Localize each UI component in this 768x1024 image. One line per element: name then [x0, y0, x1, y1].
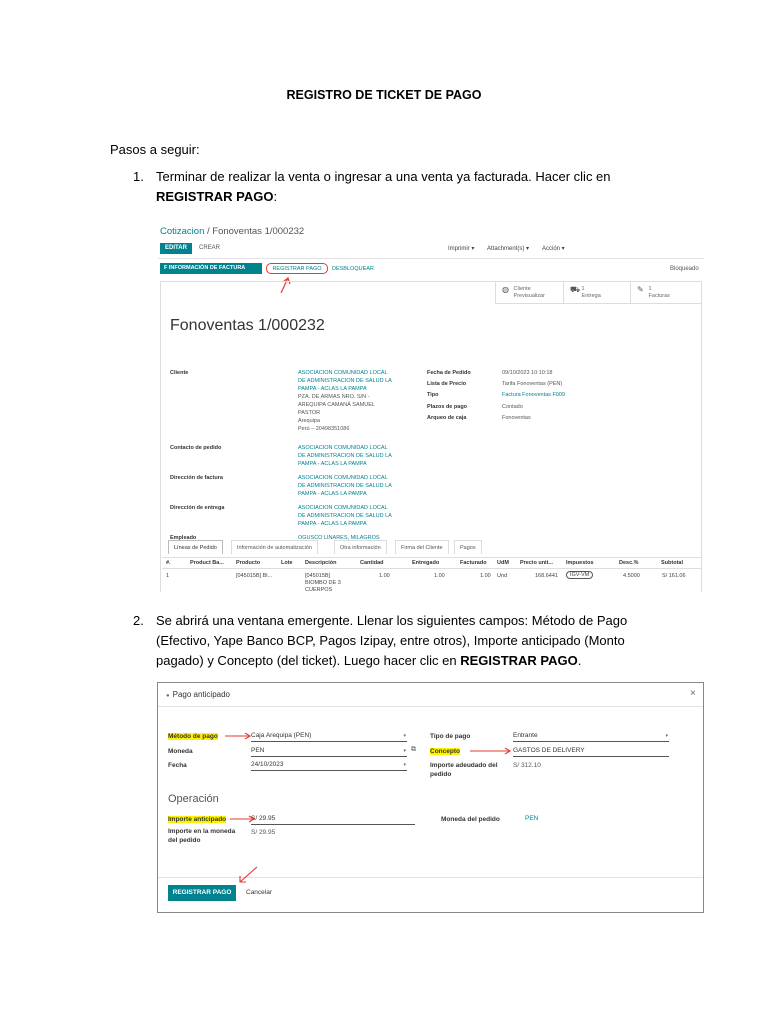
- cell-product: [045015B] Bl...: [236, 573, 273, 579]
- stat-line1: 1: [581, 286, 585, 292]
- dialog-header: [158, 683, 703, 707]
- smart-buttons: [495, 282, 701, 304]
- breadcrumb-current: Fonoventas 1/000232: [212, 226, 305, 237]
- stat-line2: Entrega: [581, 293, 601, 299]
- globe-icon: ◍: [502, 285, 509, 294]
- payment-dialog-screenshot: [157, 682, 704, 913]
- edit-button[interactable]: EDITAR: [160, 243, 192, 254]
- order-currency-value: PEN: [525, 815, 539, 822]
- dialog-title: ● Pago anticipado: [166, 690, 231, 699]
- cell-discount: 4.5000: [623, 573, 640, 579]
- date-input[interactable]: 24/10/2023 ▾: [251, 760, 407, 771]
- unlock-button[interactable]: DESBLOQUEAR: [332, 266, 374, 272]
- tab-payments[interactable]: Pagos: [454, 540, 482, 554]
- cell-num: 1: [166, 573, 170, 579]
- field-label-contact: Contacto de pedido: [170, 445, 222, 451]
- cell-taxes: [566, 572, 593, 579]
- chevron-down-icon: ▾: [403, 762, 406, 768]
- step2-bold: REGISTRAR PAGO: [460, 653, 578, 668]
- cell-uom: Und: [497, 573, 508, 579]
- customer-address: PZA. DE ARMAS NRO. S/N - AREQUIPA CAMANÁ SAMUEL PASTOR Arequipa Perú – 20498351086: [298, 394, 375, 432]
- column-header[interactable]: Precio unit...: [520, 560, 554, 566]
- tax-tag: IGV-VM: [566, 571, 593, 579]
- field-label-customer: Cliente: [170, 370, 189, 376]
- chevron-down-icon: ▾: [665, 733, 668, 739]
- field-label-delivery-address: Dirección de entrega: [170, 505, 225, 511]
- column-header[interactable]: UdM: [497, 560, 509, 566]
- breadcrumb-separator: /: [204, 226, 213, 237]
- column-header[interactable]: #.: [166, 560, 171, 566]
- print-menu[interactable]: Imprimir ▾: [448, 246, 475, 252]
- cell-description: [045015B] BIOMBO DE 3 CUERPOS: [305, 573, 341, 592]
- cell-delivered: 1.00: [434, 573, 445, 579]
- stat-button-customer[interactable]: [495, 282, 563, 304]
- column-header[interactable]: Subtotal: [661, 560, 683, 566]
- toolbar-divider: [158, 258, 704, 259]
- date-label: Fecha: [168, 762, 187, 769]
- field-value-employee[interactable]: OGUSCO LINARES, MILAGROS: [298, 535, 380, 541]
- field-value-type[interactable]: Factura Fonoventas F009: [502, 392, 565, 398]
- currency-select[interactable]: PEN ▾: [251, 746, 407, 757]
- field-value-delivery-address[interactable]: ASOCIACION COMUNIDAD LOCAL DE ADMINISTRACION DE SALUD LA PAMPA - ACLAS LA PAMPA: [298, 505, 392, 527]
- currency-label: Moneda: [168, 748, 193, 755]
- advance-amount-label: Importe anticipado: [168, 816, 227, 823]
- column-header[interactable]: Lote: [281, 560, 293, 566]
- step1-text: [156, 167, 636, 207]
- step2-suffix: .: [577, 653, 582, 668]
- step1-suffix: :: [273, 189, 278, 204]
- order-currency-label: Moneda del pedido: [441, 816, 500, 823]
- invoice-info-button[interactable]: F INFORMACIÓN DE FACTURA: [160, 263, 262, 274]
- owed-amount-value: S/ 312.10: [513, 762, 541, 769]
- advance-amount-input[interactable]: S/ 29.95: [251, 814, 415, 825]
- stat-line1: 1: [648, 286, 652, 292]
- concept-label: Concepto: [430, 748, 460, 755]
- breadcrumb: [160, 226, 304, 237]
- lock-icon: ●: [166, 693, 170, 699]
- column-header[interactable]: Producto: [236, 560, 261, 566]
- order-lines-header: [162, 557, 702, 569]
- payment-type-label: Tipo de pago: [430, 733, 471, 740]
- field-value-contact[interactable]: ASOCIACION COMUNIDAD LOCAL DE ADMINISTRACION DE SALUD LA PAMPA - ACLAS LA PAMPA: [298, 445, 392, 467]
- stat-line2: Facturas: [648, 293, 670, 299]
- sale-order-screenshot: [158, 220, 704, 592]
- column-header[interactable]: Desc.%: [619, 560, 639, 566]
- steps-label: Pasos a seguir:: [110, 142, 200, 157]
- stat-line1: Cliente: [513, 286, 531, 292]
- column-header[interactable]: Entregado: [412, 560, 440, 566]
- field-value-order-date: 09/10/2023 10:10:18: [502, 370, 553, 376]
- order-name: Fonoventas 1/000232: [170, 317, 325, 334]
- cell-subtotal: S/ 161.06: [662, 573, 686, 579]
- field-value-invoice-address[interactable]: ASOCIACION COMUNIDAD LOCAL DE ADMINISTRACION DE SALUD LA PAMPA - ACLAS LA PAMPA: [298, 475, 392, 497]
- operation-section-title: Operación: [168, 793, 219, 805]
- order-currency-amount-value: S/ 29.95: [251, 829, 276, 836]
- close-icon[interactable]: ×: [690, 688, 696, 699]
- field-label-employee: Empleado: [170, 535, 197, 541]
- action-menu[interactable]: Acción ▾: [542, 246, 565, 252]
- stat-button-invoices[interactable]: [630, 282, 703, 304]
- stat-button-delivery[interactable]: [563, 282, 630, 304]
- field-value-pricelist: Tarifa Fonoventas (PEN): [502, 381, 563, 387]
- field-value-payment-terms: Contado: [502, 404, 523, 410]
- cell-price: 168.6441: [535, 573, 558, 579]
- field-value-customer[interactable]: ASOCIACION COMUNIDAD LOCAL DE ADMINISTRACION DE SALUD LA PAMPA - ACLAS LA PAMPA: [298, 370, 392, 392]
- cell-quantity: 1.00: [379, 573, 390, 579]
- field-label-invoice-address: Dirección de factura: [170, 475, 223, 481]
- edit-icon: ✎: [637, 285, 644, 294]
- payment-method-select[interactable]: Caja Arequipa (PEN) ▾: [251, 731, 407, 742]
- breadcrumb-link[interactable]: Cotizacion: [160, 226, 205, 237]
- tab-automation-info[interactable]: Información de automatización: [231, 540, 318, 554]
- chevron-down-icon: ▾: [403, 733, 406, 739]
- cancel-button[interactable]: Cancelar: [246, 889, 273, 896]
- step2-text: [156, 611, 636, 671]
- create-button[interactable]: CREAR: [199, 245, 221, 251]
- stat-line2: Previsualizar: [513, 293, 546, 299]
- tab-other-info[interactable]: Otra información: [334, 540, 387, 554]
- truck-icon: ⛟: [570, 285, 581, 294]
- step1-instruction: Terminar de realizar la venta o ingresar a una venta ya facturada. Hacer clic en: [156, 169, 611, 184]
- column-header[interactable]: Facturado: [460, 560, 487, 566]
- external-link-icon[interactable]: ⧉: [411, 746, 416, 753]
- document-title: REGISTRO DE TICKET DE PAGO: [286, 88, 482, 102]
- owed-amount-label: Importe adeudado del pedido: [430, 762, 498, 778]
- field-label-payment-terms: Plazos de pago: [427, 404, 468, 410]
- attachment-menu[interactable]: Attachment(s) ▾: [487, 246, 530, 252]
- status-locked: Bloqueado: [670, 266, 699, 272]
- field-label-pricelist: Lista de Precio: [427, 381, 467, 387]
- field-label-cash-register: Arqueo de caja: [427, 415, 467, 421]
- column-header[interactable]: Product Ba...: [190, 560, 224, 566]
- order-currency-amount-label: Importe en la moneda del pedido: [168, 828, 236, 844]
- tab-order-lines[interactable]: Líneas de Pedido: [168, 540, 223, 554]
- step2-number: 2.: [133, 613, 144, 628]
- annotation-arrows-icon: [158, 683, 704, 913]
- step1-number: 1.: [133, 169, 144, 184]
- field-label-order-date: Fecha de Pedido: [427, 370, 471, 376]
- step2-instruction: Se abrirá una ventana emergente. Llenar los siguientes campos: Método de Pago (Efectivo, Yape Banco BCP, Pagos Izipay, entre otros), Importe anticipado (Monto pagado) y Concepto (del ticket). Luego hacer clic en: [156, 613, 628, 668]
- dialog-footer-divider: [158, 877, 703, 878]
- column-header[interactable]: Descripción: [305, 560, 337, 566]
- column-header[interactable]: Cantidad: [360, 560, 384, 566]
- step1-bold: REGISTRAR PAGO: [156, 189, 274, 204]
- cell-invoiced: 1.00: [480, 573, 491, 579]
- register-payment-button[interactable]: REGISTRAR PAGO: [266, 263, 328, 274]
- field-value-cash-register: Fonoventas: [502, 415, 531, 421]
- chevron-down-icon: ▾: [403, 748, 406, 754]
- payment-type-select[interactable]: Entrante ▾: [513, 731, 669, 742]
- concept-input[interactable]: GASTOS DE DELIVERY: [513, 746, 669, 757]
- tab-customer-signature[interactable]: Firma del Cliente: [395, 540, 449, 554]
- register-payment-button[interactable]: REGISTRAR PAGO: [168, 885, 236, 901]
- payment-method-label: Método de pago: [168, 733, 218, 740]
- column-header[interactable]: Impuestos: [566, 560, 594, 566]
- field-label-type: Tipo: [427, 392, 439, 398]
